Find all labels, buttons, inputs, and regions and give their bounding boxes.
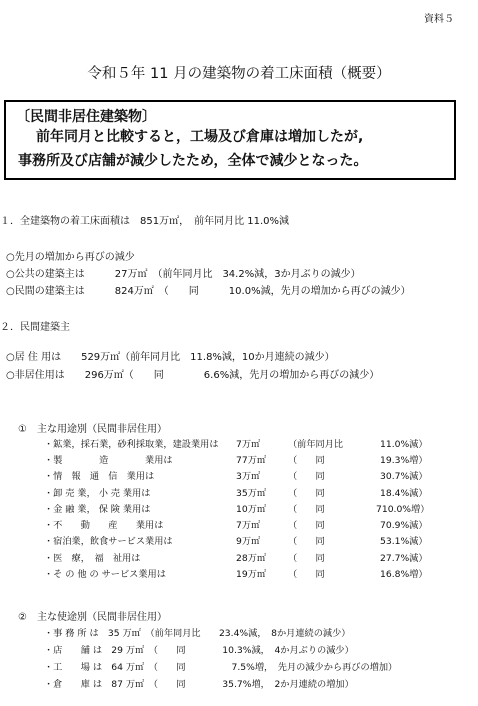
usage-compare: （ 同 [288,504,325,515]
usage-area: 7万㎡ [236,439,261,450]
section-1-heading: １．全建築物の着工床面積は 851万㎡， 前年同月比 11.0%減 [0,216,290,227]
summary-line-2: 事務所及び店舗が減少したため，全体で減少となった。 [18,153,368,169]
use-row: ・倉 庫 は 87 万㎡ （ 同 35.7%増， 2か月連続の増加） [44,679,354,690]
section-1-item: ○先月の増加から再びの減少 [6,252,135,263]
usage-area: 19万㎡ [236,569,267,580]
usage-compare: （前年同月比 [288,439,344,450]
usage-area: 77万㎡ [236,455,267,466]
usage-compare: （ 同 [288,553,325,564]
usage-name: ・そ の 他 の サービス業用は [44,569,166,580]
usage-rate: 53.1%減） [380,536,428,547]
section-2-item: ○非居住用は 296万㎡（ 同 6.6%減，先月の増加から再びの減少） [6,370,380,381]
usage-name: ・情 報 通 信 業用は [44,471,155,482]
usage-area: 35万㎡ [236,488,267,499]
use-row: ・店 舗 は 29 万㎡ （ 同 10.3%減， 4か月ぶりの減少） [44,645,354,656]
summary-box [4,100,456,180]
usage-rate: 16.8%増） [380,569,428,580]
page-title: 令和５年 11 月の建築物の着工床面積（概要） [87,66,391,82]
usage-name: ・金 融 業， 保 険 業用は [44,504,151,515]
usage-area: 7万㎡ [236,520,261,531]
usage-rate: 30.7%減） [380,471,428,482]
usage-rate: 27.7%減） [380,553,428,564]
usage-name: ・宿泊業，飲食サービス業用は [44,536,173,547]
usage-compare: （ 同 [288,488,325,499]
usage-area: 3万㎡ [236,471,261,482]
usage-area: 10万㎡ [236,504,267,515]
document-label: 資料５ [424,14,454,25]
subsection-2-heading: ② 主な使途別（民間非居住用） [18,612,167,623]
summary-line-1: 前年同月と比較すると，工場及び倉庫は増加したが, [36,129,364,145]
usage-name: ・卸 売 業， 小 売 業用は [44,488,151,499]
use-row: ・事 務 所 は 35 万㎡ （前年同月比 23.4%減， 8か月連続の減少） [44,628,351,639]
usage-rate: 19.3%増） [380,455,428,466]
usage-compare: （ 同 [288,536,325,547]
section-1-item: ○公共の建築主は 27万㎡ （前年同月比 34.2%減，3か月ぶりの減少） [6,269,361,280]
usage-compare: （ 同 [288,455,325,466]
usage-compare: （ 同 [288,569,325,580]
use-row: ・工 場 は 64 万㎡ （ 同 7.5%増， 先月の減少から再びの増加） [44,662,398,673]
usage-compare: （ 同 [288,471,325,482]
usage-name: ・鉱業，採石業，砂利採取業，建設業用は [44,439,219,450]
usage-name: ・製 造 業用は [44,455,173,466]
usage-area: 28万㎡ [236,553,267,564]
usage-compare: （ 同 [288,520,325,531]
section-2-item: ○居 住 用は 529万㎡（前年同月比 11.8%減，10か月連続の減少） [6,352,335,363]
usage-rate: 710.0%増） [376,504,430,515]
usage-name: ・不 動 産 業用は [44,520,164,531]
summary-heading: 〔民間非居住建築物〕 [16,109,156,125]
usage-rate: 11.0%減） [380,439,428,450]
usage-rate: 70.9%減） [380,520,428,531]
usage-area: 9万㎡ [236,536,261,547]
subsection-1-heading: ① 主な用途別（民間非居住用） [18,424,167,435]
section-1-item: ○民間の建築主は 824万㎡ （ 同 10.0%減，先月の増加から再びの減少） [6,286,411,297]
usage-name: ・医 療， 福 祉用は [44,553,141,564]
usage-rate: 18.4%減） [380,488,428,499]
section-2-heading: ２．民間建築主 [0,322,70,333]
